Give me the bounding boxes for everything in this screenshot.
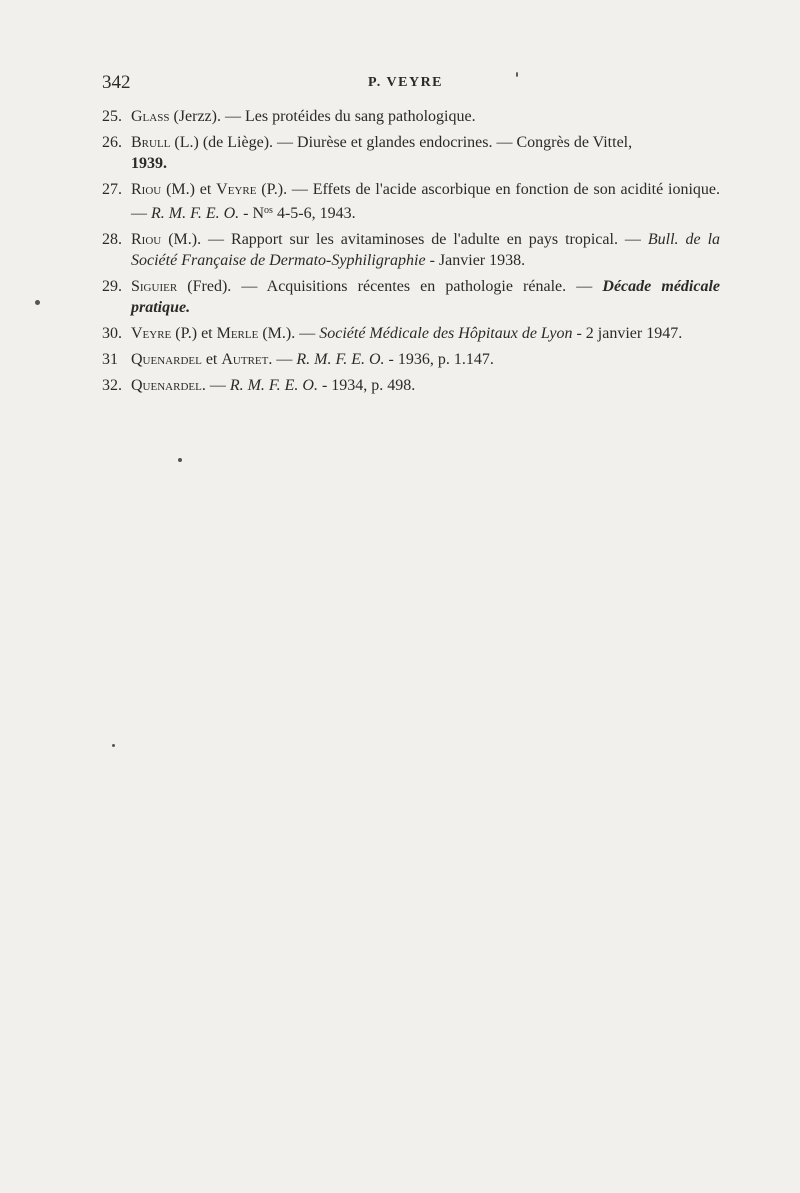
reference-journal: R. M. F. E. O. (229, 377, 318, 394)
reference-author: Glass (131, 108, 170, 125)
reference-journal: R. M. F. E. O. (296, 351, 385, 368)
reference-31 (102, 349, 720, 370)
reference-connector: (P.) et (171, 325, 217, 342)
reference-number: 29. (102, 278, 122, 295)
dust-speck (35, 300, 40, 305)
reference-author-detail: (M.). — (258, 325, 320, 342)
reference-tail: - 1934, p. 498. (317, 377, 416, 394)
reference-tail: - Janvier 1938. (425, 252, 526, 269)
reference-author: Riou (131, 181, 162, 198)
reference-26 (102, 132, 720, 174)
reference-author-detail: (Fred). — (177, 278, 267, 295)
reference-29 (102, 276, 720, 318)
reference-author: Quenardel (131, 351, 202, 368)
reference-number: 28. (102, 231, 122, 248)
reference-28 (102, 229, 720, 271)
reference-title: Diurèse et glandes endocrines. — Congrès de Vittel, (297, 134, 633, 151)
reference-32 (102, 375, 720, 396)
reference-25 (102, 106, 720, 127)
reference-connector: (M.) et (161, 181, 217, 198)
reference-number: 31 (102, 351, 118, 368)
running-title: P. VEYRE (368, 75, 444, 90)
reference-connector: et (201, 351, 222, 368)
reference-issue-superscript: os (264, 205, 273, 216)
reference-coauthor: Autret (221, 351, 269, 368)
reference-tail: - 1936, p. 1.147. (384, 351, 494, 368)
reference-author-detail: . — (201, 377, 230, 394)
dust-speck (112, 744, 115, 747)
reference-author-detail: . — (268, 351, 297, 368)
reference-number: 32. (102, 377, 122, 394)
reference-author-detail: (L.) (de Liège). — (170, 134, 298, 151)
reference-list (102, 106, 720, 401)
reference-title: Les protéides du sang pathologique. (244, 108, 476, 125)
reference-number: 30. (102, 325, 122, 342)
reference-tail: - 2 janvier 1947. (572, 325, 683, 342)
reference-number: 25. (102, 108, 122, 125)
reference-27 (102, 179, 720, 224)
reference-author: Riou (131, 231, 162, 248)
dust-speck (516, 72, 518, 77)
reference-coauthor: Veyre (216, 181, 257, 198)
reference-year: 1939. (131, 155, 167, 172)
dust-speck (178, 458, 182, 462)
reference-author: Brull (131, 134, 171, 151)
reference-number: 27. (102, 181, 122, 198)
reference-title: Acquisitions récentes en pathologie rénale. — (266, 278, 603, 295)
reference-author: Veyre (131, 325, 172, 342)
reference-author: Quenardel (131, 377, 202, 394)
reference-author-detail: (P.). — (256, 181, 313, 198)
reference-title: Effets de l'acide ascorbique en fonction de son acidité ionique. — (131, 181, 721, 222)
reference-journal: R. M. F. E. O. (151, 205, 240, 222)
reference-issue-prefix: - N (239, 205, 265, 222)
reference-journal: Société Médicale des Hôpitaux de Lyon (319, 325, 573, 342)
reference-title: Rapport sur les avitaminoses de l'adulte en pays tropical. — (231, 231, 648, 248)
reference-number: 26. (102, 134, 122, 151)
reference-author-detail: (M.). — (161, 231, 232, 248)
page-number: 342 (102, 72, 131, 93)
reference-journal: Décade médicale pratique. (131, 278, 721, 316)
reference-journal: Bull. de la Société Française de Dermato-Syphiligraphie (131, 231, 721, 269)
reference-coauthor: Merle (216, 325, 259, 342)
reference-author-detail: (Jerzz). — (169, 108, 245, 125)
reference-issue: 4-5-6, 1943. (272, 205, 356, 222)
reference-30 (102, 323, 720, 344)
reference-author: Siguier (131, 278, 178, 295)
